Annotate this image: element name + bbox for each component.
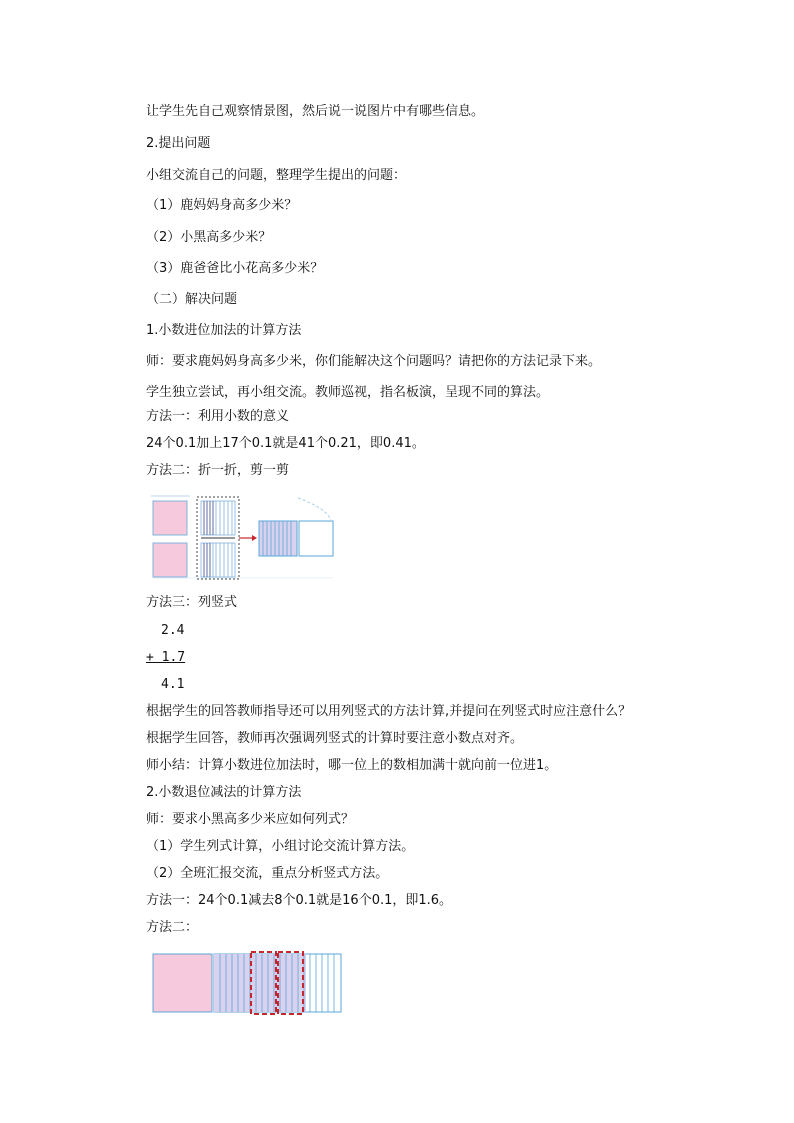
method-label: 方法二：折一折，剪一剪	[146, 463, 290, 478]
section-heading: 2.小数退位减法的计算方法	[146, 785, 302, 800]
method-label: 方法二：	[146, 920, 199, 935]
text-line: 24个0.1加上17个0.1就是41个0.21，即0.41。	[146, 436, 425, 451]
text-line: 根据学生的回答教师指导还可以用列竖式的方法计算,并提问在列竖式时应注意什么？	[146, 704, 632, 719]
subtraction-figure	[150, 950, 344, 1016]
text-line: （1）学生列式计算，小组讨论交流计算方法。	[146, 839, 415, 854]
sum-result: 4.1	[161, 677, 185, 692]
text-line: 小组交流自己的问题，整理学生提出的问题：	[146, 168, 407, 183]
text-line: 根据学生回答，教师再次强调列竖式的计算时要注意小数点对齐。	[146, 731, 524, 746]
text-line: 方法一：24个0.1减去8个0.1就是16个0.1，即1.6。	[146, 893, 453, 908]
fold-cut-figure	[148, 488, 338, 580]
text-line: 师：要求鹿妈妈身高多少米，你们能解决这个问题吗？请把你的方法记录下来。	[146, 354, 602, 369]
text-line: 师：要求小黑高多少米应如何列式？	[146, 812, 355, 827]
addend-top: 2.4	[161, 623, 185, 638]
section-heading: （二）解决问题	[146, 292, 238, 307]
text-line: 学生独立尝试，再小组交流。教师巡视，指名板演，呈现不同的算法。	[146, 385, 550, 400]
summary-line: 师小结：计算小数进位加法时，哪一位上的数相加满十就向前一位进1。	[146, 758, 558, 773]
section-heading: 1.小数进位加法的计算方法	[146, 323, 302, 338]
text-line: （2）全班汇报交流，重点分析竖式方法。	[146, 866, 389, 881]
method-label: 方法三：列竖式	[146, 595, 238, 610]
method-label: 方法一：利用小数的意义	[146, 409, 290, 424]
question-item: （3）鹿爸爸比小花高多少米？	[146, 261, 324, 276]
text-line: 让学生先自己观察情景图，然后说一说图片中有哪些信息。	[146, 104, 485, 119]
section-heading: 2.提出问题	[146, 136, 211, 151]
pink-unit-square	[153, 954, 212, 1012]
tenths-strip	[201, 501, 235, 535]
pink-unit-square	[153, 543, 187, 577]
question-item: （2）小黑高多少米？	[146, 230, 272, 245]
pink-unit-square	[153, 501, 187, 535]
question-item: （1）鹿妈妈身高多少米？	[146, 198, 298, 213]
addend-bottom: + 1.7	[146, 650, 186, 665]
tenths-strip	[201, 543, 235, 577]
